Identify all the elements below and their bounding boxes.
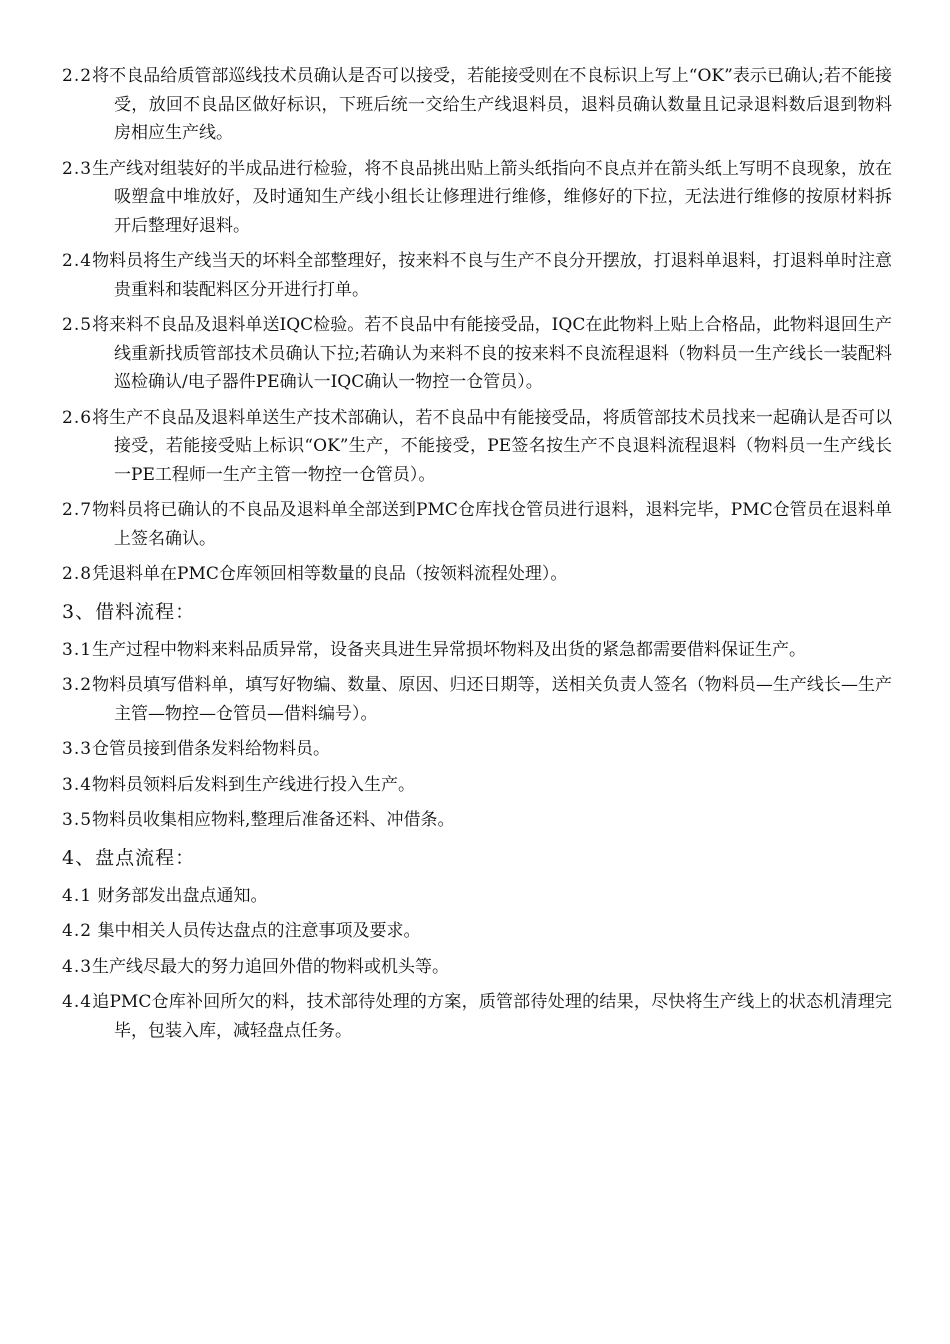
list-item xyxy=(62,155,892,241)
item-text: 财务部发出盘点通知。 xyxy=(92,885,268,906)
item-text: 生产线尽最大的努力追回外借的物料或机头等。 xyxy=(92,956,450,977)
item-text: 生产过程中物料来料品质异常，设备夹具进生异常损坏物料及出货的紧急都需要借料保证生产。 xyxy=(92,639,807,660)
item-number: 2.5 xyxy=(62,315,93,335)
list-item xyxy=(62,988,892,1045)
item-number: 4.4 xyxy=(62,992,93,1012)
list-item xyxy=(62,735,892,764)
item-number: 3.3 xyxy=(62,739,93,759)
item-number: 2.7 xyxy=(62,500,93,520)
item-text: 追PMC仓库补回所欠的料，技术部待处理的方案，质管部待处理的结果，尽快将生产线上的状态机清理完毕，包装入库，减轻盘点任务。 xyxy=(92,992,892,1041)
item-text: 集中相关人员传达盘点的注意事项及要求。 xyxy=(92,921,421,941)
list-item xyxy=(62,311,892,397)
list-item xyxy=(62,953,892,982)
document-page xyxy=(62,62,892,1052)
item-number: 2.6 xyxy=(62,407,93,428)
item-text: 物料员将生产线当天的坏料全部整理好，按来料不良与生产不良分开摆放，打退料单退料，打退料单时注意贵重料和装配料区分开进行打单。 xyxy=(92,251,892,300)
item-number: 4.2 xyxy=(62,921,93,941)
item-text: 物料员将已确认的不良品及退料单全部送到PMC仓库找仓管员进行退料，退料完毕，PMC仓管员在退料单上签名确认。 xyxy=(92,500,892,549)
item-text: 物料员收集相应物料,整理后准备还料、冲借条。 xyxy=(92,810,455,830)
item-number: 3.4 xyxy=(62,774,93,795)
section-title-borrow: 3、借料流程： xyxy=(62,600,196,623)
item-number: 3.2 xyxy=(62,675,93,695)
item-text: 仓管员接到借条发料给物料员。 xyxy=(92,739,331,759)
item-number: 4.3 xyxy=(62,956,93,977)
list-item xyxy=(62,62,892,148)
list-item xyxy=(62,404,892,490)
section-title-inventory: 4、盘点流程： xyxy=(62,846,196,869)
item-text: 生产线对组装好的半成品进行检验，将不良品挑出贴上箭头纸指向不良点并在箭头纸上写明不良现象，放在吸塑盒中堆放好，及时通知生产线小组长让修理进行维修，维修好的下拉，无法进行维修的按原材料拆开后整理好退料。 xyxy=(92,158,892,236)
item-text: 将不良品给质管部巡线技术员确认是否可以接受，若能接受则在不良标识上写上“OK”表示已确认;若不能接受，放回不良品区做好标识，下班后统一交给生产线退料员，退料员确认数量且记录退料数后退到物料房相应生产线。 xyxy=(92,66,892,143)
item-number: 2.2 xyxy=(62,66,93,86)
item-number: 2.8 xyxy=(62,564,93,584)
list-item xyxy=(62,671,892,728)
item-text: 将来料不良品及退料单送IQC检验。若不良品中有能接受品，IQC在此物料上贴上合格品，此物料退回生产线重新找质管部技术员确认下拉;若确认为来料不良的按来料不良流程退料（物料员一生产线长一装配料巡检确认/电子器件PE确认一IQC确认一物控一仓管员）。 xyxy=(92,315,892,392)
item-number: 3.1 xyxy=(62,639,93,660)
item-number: 2.4 xyxy=(62,251,93,271)
list-item xyxy=(62,496,892,553)
list-item xyxy=(62,917,892,946)
list-item xyxy=(62,771,892,800)
item-number: 2.3 xyxy=(62,158,93,179)
list-item xyxy=(62,247,892,304)
item-number: 3.5 xyxy=(62,810,93,830)
item-number: 4.1 xyxy=(62,885,93,906)
list-item xyxy=(62,560,892,589)
list-item xyxy=(62,636,892,665)
item-text: 将生产不良品及退料单送生产技术部确认，若不良品中有能接受品，将质管部技术员找来一起确认是否可以接受，若能接受贴上标识“OK”生产，不能接受，PE签名按生产不良退料流程退料（物料员一生产线长一PE工程师一生产主管一物控一仓管员）。 xyxy=(92,407,892,485)
item-text: 物料员填写借料单，填写好物编、数量、原因、归还日期等，送相关负责人签名（物料员—生产线长—生产主管—物控—仓管员—借料编号）。 xyxy=(92,675,892,724)
item-text: 凭退料单在PMC仓库领回相等数量的良品（按领料流程处理）。 xyxy=(92,564,568,584)
list-item xyxy=(62,806,892,835)
list-item xyxy=(62,882,892,911)
item-text: 物料员领料后发料到生产线进行投入生产。 xyxy=(92,774,416,795)
